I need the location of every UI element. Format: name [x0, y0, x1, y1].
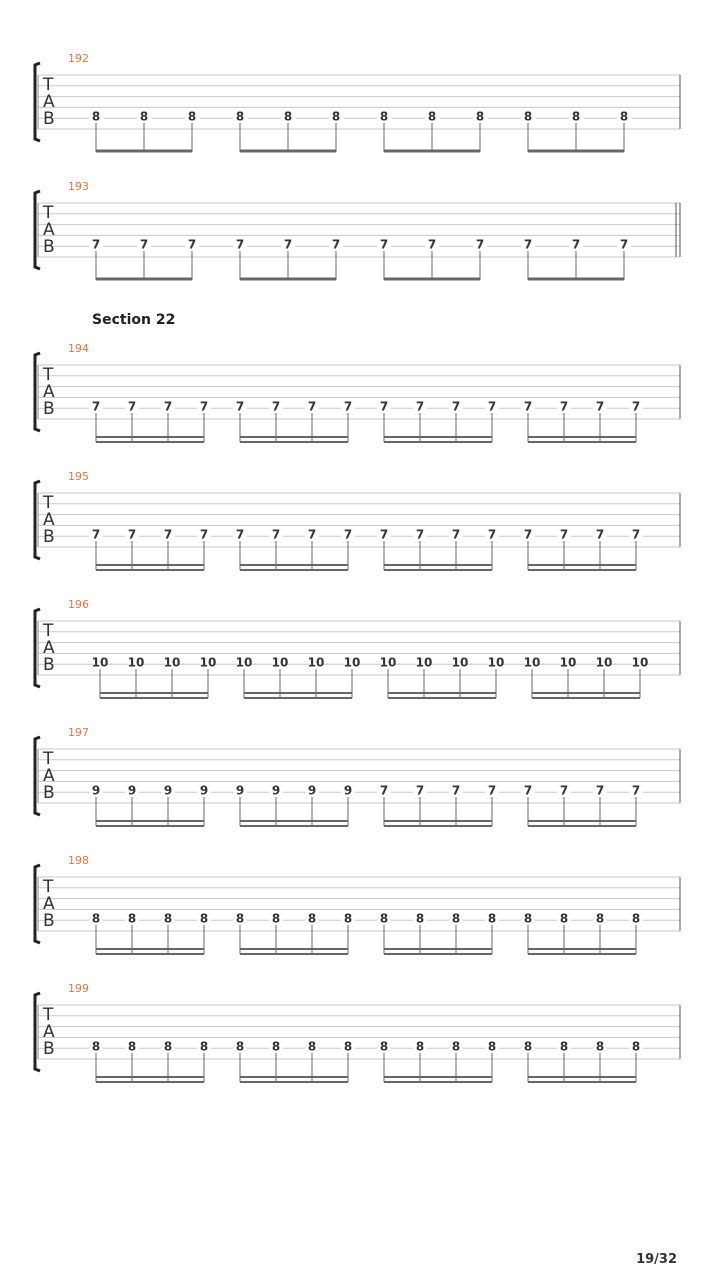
fret-number: 8 — [451, 911, 461, 926]
measure-number: 199 — [68, 982, 89, 995]
tab-system — [35, 342, 680, 442]
fret-number: 9 — [271, 783, 281, 798]
fret-number: 7 — [379, 527, 389, 542]
tab-clef-letter: T — [43, 877, 54, 897]
tab-clef-letter: B — [43, 527, 55, 547]
fret-number: 10 — [271, 655, 289, 670]
fret-number: 7 — [595, 399, 605, 414]
fret-number: 9 — [235, 783, 245, 798]
fret-number: 10 — [343, 655, 361, 670]
fret-number: 8 — [523, 911, 533, 926]
fret-number: 8 — [283, 109, 293, 124]
fret-number: 8 — [427, 109, 437, 124]
fret-number: 7 — [523, 783, 533, 798]
fret-number: 7 — [559, 527, 569, 542]
fret-number: 9 — [127, 783, 137, 798]
fret-number: 10 — [559, 655, 577, 670]
fret-number: 8 — [331, 109, 341, 124]
fret-number: 8 — [415, 911, 425, 926]
fret-number: 10 — [631, 655, 649, 670]
fret-number: 7 — [595, 527, 605, 542]
fret-number: 8 — [619, 109, 629, 124]
fret-number: 7 — [307, 399, 317, 414]
fret-number: 8 — [163, 911, 173, 926]
tab-clef-letter: B — [43, 655, 55, 675]
tab-system — [35, 726, 680, 826]
fret-number: 7 — [235, 399, 245, 414]
fret-number: 8 — [379, 109, 389, 124]
tab-clef-letter: A — [43, 894, 55, 914]
fret-number: 7 — [487, 783, 497, 798]
fret-number: 7 — [379, 399, 389, 414]
fret-number: 8 — [415, 1039, 425, 1054]
fret-number: 7 — [235, 237, 245, 252]
tab-system — [35, 180, 680, 280]
measure-number: 192 — [68, 52, 89, 65]
fret-number: 8 — [91, 1039, 101, 1054]
fret-number: 7 — [415, 527, 425, 542]
fret-number: 7 — [271, 399, 281, 414]
fret-number: 10 — [199, 655, 217, 670]
page-number: 19/32 — [636, 1252, 677, 1267]
fret-number: 10 — [379, 655, 397, 670]
fret-number: 9 — [91, 783, 101, 798]
tab-clef-letter: A — [43, 382, 55, 402]
fret-number: 8 — [559, 911, 569, 926]
fret-number: 7 — [523, 527, 533, 542]
fret-number: 8 — [571, 109, 581, 124]
fret-number: 7 — [523, 237, 533, 252]
fret-number: 7 — [91, 237, 101, 252]
fret-number: 7 — [379, 237, 389, 252]
measure-number: 197 — [68, 726, 89, 739]
fret-number: 7 — [91, 527, 101, 542]
fret-number: 7 — [415, 783, 425, 798]
fret-number: 7 — [127, 399, 137, 414]
fret-number: 10 — [235, 655, 253, 670]
tab-system — [35, 598, 680, 698]
fret-number: 9 — [307, 783, 317, 798]
fret-number: 8 — [307, 1039, 317, 1054]
fret-number: 7 — [91, 399, 101, 414]
fret-number: 9 — [199, 783, 209, 798]
fret-number: 8 — [487, 1039, 497, 1054]
fret-number: 9 — [343, 783, 353, 798]
fret-number: 8 — [343, 1039, 353, 1054]
fret-number: 10 — [163, 655, 181, 670]
fret-number: 8 — [559, 1039, 569, 1054]
fret-number: 8 — [631, 1039, 641, 1054]
tab-clef-letter: A — [43, 220, 55, 240]
fret-number: 8 — [595, 1039, 605, 1054]
tab-clef-letter: T — [43, 203, 54, 223]
fret-number: 7 — [187, 237, 197, 252]
fret-number: 8 — [379, 1039, 389, 1054]
fret-number: 8 — [451, 1039, 461, 1054]
fret-number: 7 — [127, 527, 137, 542]
fret-number: 8 — [91, 911, 101, 926]
tab-clef-letter: A — [43, 92, 55, 112]
fret-number: 7 — [475, 237, 485, 252]
tab-clef-letter: A — [43, 638, 55, 658]
tab-clef-letter: B — [43, 399, 55, 419]
fret-number: 10 — [91, 655, 109, 670]
fret-number: 10 — [595, 655, 613, 670]
fret-number: 9 — [163, 783, 173, 798]
fret-number: 7 — [559, 399, 569, 414]
measure-number: 195 — [68, 470, 89, 483]
fret-number: 8 — [199, 911, 209, 926]
fret-number: 8 — [343, 911, 353, 926]
fret-number: 8 — [631, 911, 641, 926]
tab-clef-letter: B — [43, 911, 55, 931]
tab-clef-letter: T — [43, 75, 54, 95]
fret-number: 8 — [163, 1039, 173, 1054]
measure-number: 198 — [68, 854, 89, 867]
tab-system — [35, 854, 680, 954]
fret-number: 8 — [127, 911, 137, 926]
fret-number: 8 — [523, 109, 533, 124]
tab-clef-letter: T — [43, 493, 54, 513]
measure-number: 193 — [68, 180, 89, 193]
fret-number: 8 — [271, 911, 281, 926]
fret-number: 7 — [523, 399, 533, 414]
fret-number: 7 — [571, 237, 581, 252]
tab-clef-letter: A — [43, 766, 55, 786]
fret-number: 7 — [163, 527, 173, 542]
tab-system — [35, 470, 680, 570]
fret-number: 8 — [595, 911, 605, 926]
fret-number: 7 — [451, 783, 461, 798]
tab-clef-letter: A — [43, 1022, 55, 1042]
fret-number: 7 — [487, 399, 497, 414]
fret-number: 7 — [451, 527, 461, 542]
fret-number: 7 — [631, 783, 641, 798]
fret-number: 7 — [631, 399, 641, 414]
fret-number: 10 — [307, 655, 325, 670]
tab-clef-letter: B — [43, 1039, 55, 1059]
tab-clef-letter: B — [43, 783, 55, 803]
section-title: Section 22 — [92, 312, 176, 328]
tab-clef-letter: T — [43, 1005, 54, 1025]
fret-number: 8 — [187, 109, 197, 124]
fret-number: 7 — [199, 399, 209, 414]
fret-number: 8 — [235, 1039, 245, 1054]
fret-number: 8 — [523, 1039, 533, 1054]
fret-number: 8 — [139, 109, 149, 124]
tab-system — [35, 52, 680, 152]
fret-number: 7 — [559, 783, 569, 798]
fret-number: 7 — [163, 399, 173, 414]
fret-number: 10 — [415, 655, 433, 670]
fret-number: 7 — [307, 527, 317, 542]
fret-number: 8 — [235, 911, 245, 926]
fret-number: 7 — [235, 527, 245, 542]
tab-clef-letter: T — [43, 365, 54, 385]
fret-number: 7 — [199, 527, 209, 542]
tab-clef-letter: A — [43, 510, 55, 530]
fret-number: 7 — [427, 237, 437, 252]
tab-clef-letter: T — [43, 749, 54, 769]
fret-number: 7 — [595, 783, 605, 798]
measure-number: 194 — [68, 342, 89, 355]
fret-number: 7 — [271, 527, 281, 542]
fret-number: 8 — [235, 109, 245, 124]
tab-clef-letter: T — [43, 621, 54, 641]
fret-number: 10 — [127, 655, 145, 670]
fret-number: 7 — [139, 237, 149, 252]
fret-number: 8 — [307, 911, 317, 926]
fret-number: 7 — [343, 399, 353, 414]
fret-number: 8 — [127, 1039, 137, 1054]
fret-number: 8 — [475, 109, 485, 124]
fret-number: 10 — [451, 655, 469, 670]
fret-number: 7 — [487, 527, 497, 542]
fret-number: 7 — [379, 783, 389, 798]
fret-number: 7 — [331, 237, 341, 252]
fret-number: 10 — [523, 655, 541, 670]
fret-number: 8 — [91, 109, 101, 124]
fret-number: 8 — [487, 911, 497, 926]
tab-clef-letter: B — [43, 109, 55, 129]
tab-system — [35, 982, 680, 1082]
tab-clef-letter: B — [43, 237, 55, 257]
fret-number: 8 — [379, 911, 389, 926]
measure-number: 196 — [68, 598, 89, 611]
fret-number: 7 — [631, 527, 641, 542]
fret-number: 10 — [487, 655, 505, 670]
fret-number: 7 — [619, 237, 629, 252]
fret-number: 8 — [271, 1039, 281, 1054]
fret-number: 7 — [283, 237, 293, 252]
fret-number: 7 — [451, 399, 461, 414]
fret-number: 7 — [343, 527, 353, 542]
fret-number: 7 — [415, 399, 425, 414]
fret-number: 8 — [199, 1039, 209, 1054]
